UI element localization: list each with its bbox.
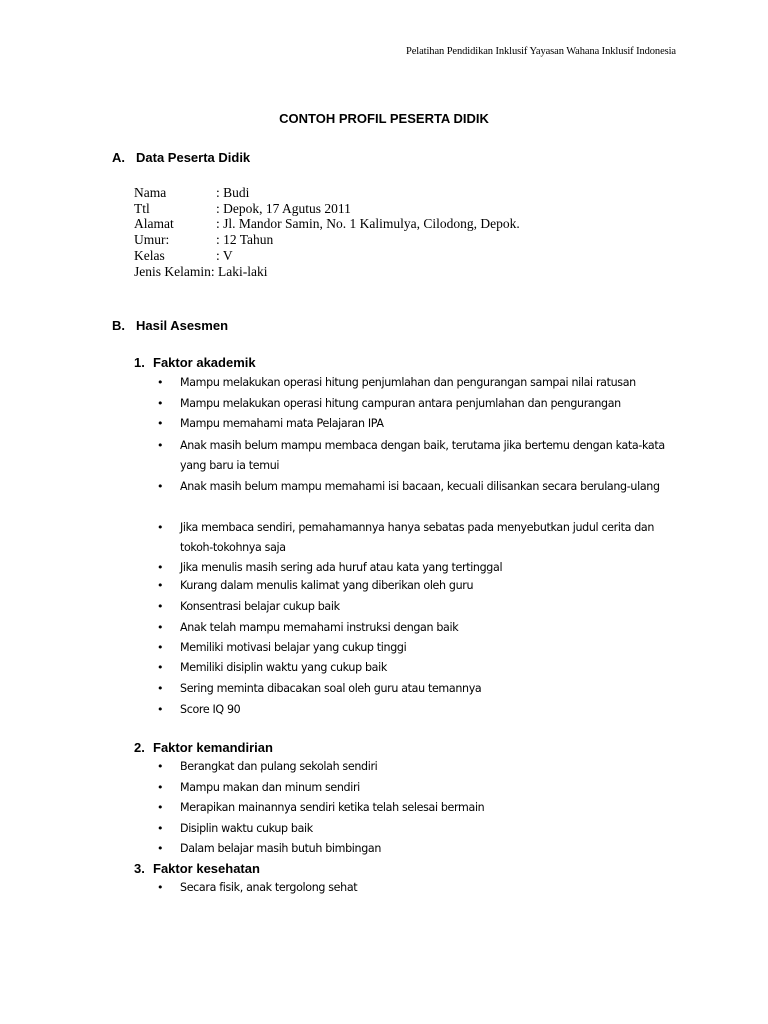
document-title: CONTOH PROFIL PESERTA DIDIK: [279, 111, 489, 126]
list-item-text: Anak masih belum mampu memahami isi bacaan, kecuali dilisankan secara berulang-ulang: [180, 480, 660, 493]
list-item-text: Mampu memahami mata Pelajaran IPA: [180, 417, 384, 430]
list-item: [157, 700, 677, 720]
field-label: Ttl: [134, 200, 150, 216]
bullet-icon: •: [157, 842, 164, 855]
field-row-alamat: [134, 216, 520, 232]
factor-number: 2.: [134, 740, 145, 755]
list-item-text: Merapikan mainannya sendiri ketika telah selesai bermain: [180, 801, 485, 814]
bullet-icon: •: [157, 703, 164, 716]
list-item-text: Anak telah mampu memahami instruksi dengan baik: [180, 621, 459, 634]
field-value: Laki-laki: [218, 263, 268, 279]
list-item-text: Berangkat dan pulang sekolah sendiri: [180, 760, 378, 773]
list-item: [157, 778, 677, 798]
list-item-text: Dalam belajar masih butuh bimbingan: [180, 842, 382, 855]
bullet-icon: •: [157, 521, 164, 534]
list-item-text: Sering meminta dibacakan soal oleh guru atau temannya: [180, 682, 482, 695]
list-item: [157, 373, 677, 393]
list-item: [157, 757, 677, 777]
factor-title: Faktor kesehatan: [153, 861, 260, 876]
section-b-title: Hasil Asesmen: [136, 318, 229, 333]
field-value: : V: [216, 247, 233, 263]
factor-akademik-heading: [134, 355, 256, 370]
list-item: [157, 576, 677, 596]
list-item-text: Kurang dalam menulis kalimat yang diberikan oleh guru: [180, 579, 474, 592]
list-item-text: Konsentrasi belajar cukup baik: [180, 600, 340, 613]
list-item: [157, 597, 677, 617]
bullet-icon: •: [157, 376, 164, 389]
field-value: : Budi: [216, 185, 250, 200]
bullet-icon: •: [157, 682, 164, 695]
section-b-letter: B.: [112, 318, 125, 333]
field-row-nama: [134, 185, 520, 201]
factor-title: Faktor akademik: [153, 355, 256, 370]
list-item: [157, 394, 677, 414]
bullet-icon: •: [157, 480, 164, 493]
list-item: [157, 638, 677, 658]
section-a-title: Data Peserta Didik: [136, 150, 251, 165]
list-item: [157, 658, 677, 678]
bullet-icon: •: [157, 641, 164, 654]
field-label: Umur:: [134, 232, 170, 248]
section-b-heading: [112, 318, 228, 333]
list-item: [157, 798, 677, 818]
list-item-text: Memiliki motivasi belajar yang cukup tinggi: [180, 641, 407, 654]
field-row-kelas: [134, 248, 520, 264]
running-header: Pelatihan Pendidikan Inklusif Yayasan Wahana Inklusif Indonesia: [406, 46, 676, 57]
field-value: : 12 Tahun: [216, 232, 274, 248]
field-row-umur: [134, 232, 520, 248]
bullet-icon: •: [157, 439, 164, 452]
field-row-jenis-kelamin: [134, 264, 520, 280]
factor-kesehatan-heading: [134, 861, 260, 876]
list-item-text: Jika membaca sendiri, pemahamannya hanya sebatas pada menyebutkan judul cerita dan tokoh-tokohnya saja: [180, 521, 655, 554]
field-value: : Depok, 17 Agutus 2011: [216, 200, 351, 216]
field-label: Alamat: [134, 216, 174, 232]
section-a-letter: A.: [112, 150, 125, 165]
bullet-icon: •: [157, 661, 164, 674]
list-item: [157, 414, 677, 434]
list-item-text: Secara fisik, anak tergolong sehat: [180, 881, 358, 894]
field-label: Kelas: [134, 247, 165, 263]
list-item: [157, 839, 677, 859]
list-item: [157, 679, 677, 699]
list-item-text: Disiplin waktu cukup baik: [180, 822, 313, 835]
list-item-text: Anak masih belum mampu membaca dengan baik, terutama jika bertemu dengan kata-kata yang baru ia temui: [180, 439, 665, 472]
bullet-icon: •: [157, 760, 164, 773]
list-item: [157, 477, 677, 497]
list-item: [157, 618, 677, 638]
field-label: Nama: [134, 185, 167, 200]
list-item: [157, 819, 677, 839]
factor-kemandirian-heading: [134, 740, 273, 755]
bullet-icon: •: [157, 561, 164, 574]
bullet-icon: •: [157, 881, 164, 894]
list-item-text: Mampu melakukan operasi hitung campuran antara penjumlahan dan pengurangan: [180, 397, 621, 410]
bullet-icon: •: [157, 600, 164, 613]
bullet-icon: •: [157, 417, 164, 430]
student-data-list: [134, 185, 520, 279]
list-item-text: Score IQ 90: [180, 703, 241, 716]
field-row-ttl: [134, 201, 520, 217]
factor-title: Faktor kemandirian: [153, 740, 273, 755]
list-item: [157, 558, 677, 578]
field-value: : Jl. Mandor Samin, No. 1 Kalimulya, Cilodong, Depok.: [216, 216, 520, 232]
section-a-heading: [112, 150, 250, 165]
factor-number: 3.: [134, 861, 145, 876]
bullet-icon: •: [157, 397, 164, 410]
list-item-text: Mampu melakukan operasi hitung penjumlahan dan pengurangan sampai nilai ratusan: [180, 376, 636, 389]
list-item: [157, 518, 677, 558]
list-item: [157, 878, 677, 898]
list-item: [157, 436, 677, 476]
bullet-icon: •: [157, 621, 164, 634]
list-item-text: Mampu makan dan minum sendiri: [180, 781, 360, 794]
factor-number: 1.: [134, 355, 145, 370]
list-item-text: Memiliki disiplin waktu yang cukup baik: [180, 661, 387, 674]
bullet-icon: •: [157, 579, 164, 592]
bullet-icon: •: [157, 822, 164, 835]
bullet-icon: •: [157, 781, 164, 794]
bullet-icon: •: [157, 801, 164, 814]
field-label: Jenis Kelamin:: [134, 263, 215, 279]
list-item-text: Jika menulis masih sering ada huruf atau kata yang tertinggal: [180, 561, 503, 574]
